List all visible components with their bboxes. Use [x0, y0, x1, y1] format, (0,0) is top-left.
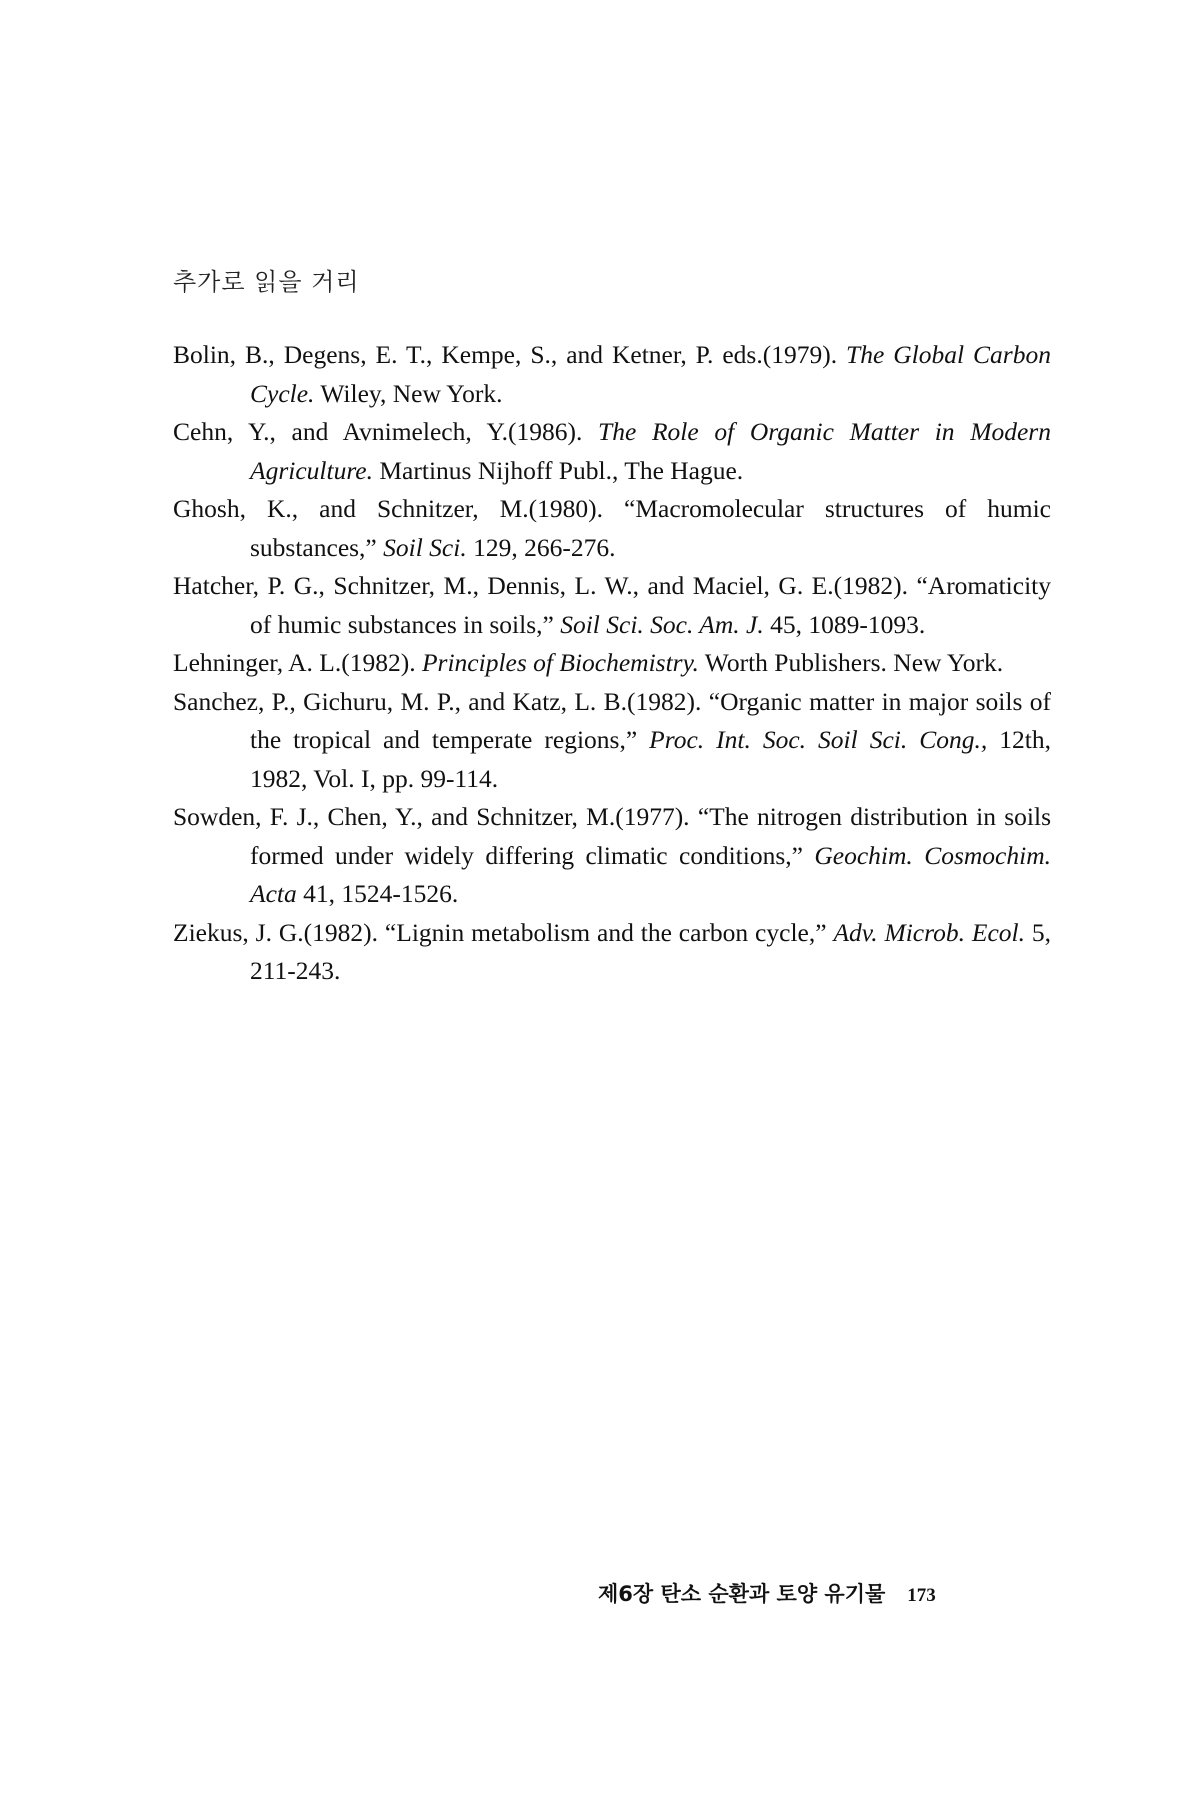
reference-text: Lehninger, A. L.(1982). — [173, 648, 422, 677]
reference-text: Ziekus, J. G.(1982). “Lignin metabolism and the carbon cycle,” — [173, 917, 834, 947]
reference-text: Martinus Nijhoff Publ., The Hague. — [373, 455, 744, 485]
reference-text: Hatcher, P. G., Schnitzer, M., Dennis, L. W., and Maciel, G. E.(1982). “Aromaticity of humic substances in soils,” — [173, 571, 1051, 639]
reference-title: Soil Sci. Soc. Am. J. — [560, 609, 764, 639]
reference-text: 129, 266-276. — [466, 532, 616, 562]
running-footer-chapter: 제6장 탄소 순환과 토양 유기물 — [598, 1582, 886, 1606]
reference-text: Bolin, B., Degens, E. T., Kempe, S., and Ketner, P. eds.(1979). — [173, 340, 847, 369]
page-footer — [598, 1578, 936, 1608]
reference-entry — [173, 413, 1051, 490]
reference-text: 5, 211-243. — [250, 917, 1052, 985]
reference-text: 45, 1089-1093. — [763, 609, 926, 639]
reference-title: The Global Carbon Cycle. — [250, 340, 1051, 408]
reference-text: Cehn, Y., and Avnimelech, Y.(1986). — [173, 417, 599, 446]
reference-text: 12th, 1982, Vol. I, pp. 99-114. — [250, 725, 1051, 793]
reference-entry — [173, 336, 1051, 413]
reference-entry — [173, 644, 1051, 683]
reference-title: The Role of Organic Matter in Modern Agriculture. — [250, 417, 1051, 485]
reference-title: Principles of Biochemistry. — [421, 648, 699, 677]
reference-title: Geochim. Cosmochim. Acta — [250, 840, 1052, 908]
reference-list — [173, 336, 1051, 991]
reference-text: Sanchez, P., Gichuru, M. P., and Katz, L. B.(1982). “Organic matter in major soils of the tropical and temperate regions,” — [173, 686, 1051, 754]
reference-text: Wiley, New York. — [314, 378, 503, 408]
section-heading: 추가로 읽을 거리 — [173, 268, 360, 296]
reference-entry — [173, 683, 1051, 799]
reference-title: Soil Sci. — [383, 532, 467, 562]
reference-entry — [173, 914, 1051, 991]
reference-text: Sowden, F. J., Chen, Y., and Schnitzer, M.(1977). “The nitrogen distribution in soils formed under widely differing climatic conditions,” — [173, 802, 1051, 870]
reference-title: Adv. Microb. Ecol. — [833, 917, 1025, 947]
reference-title: Proc. Int. Soc. Soil Sci. Cong., — [649, 725, 988, 754]
reference-entry — [173, 798, 1051, 914]
page-number: 173 — [907, 1585, 936, 1606]
reference-text: Worth Publishers. New York. — [698, 648, 1004, 677]
reference-entry — [173, 567, 1051, 644]
reference-entry — [173, 490, 1051, 567]
reference-text: Ghosh, K., and Schnitzer, M.(1980). “Macromolecular structures of humic substances,” — [173, 494, 1051, 562]
reference-text: 41, 1524-1526. — [296, 879, 459, 908]
